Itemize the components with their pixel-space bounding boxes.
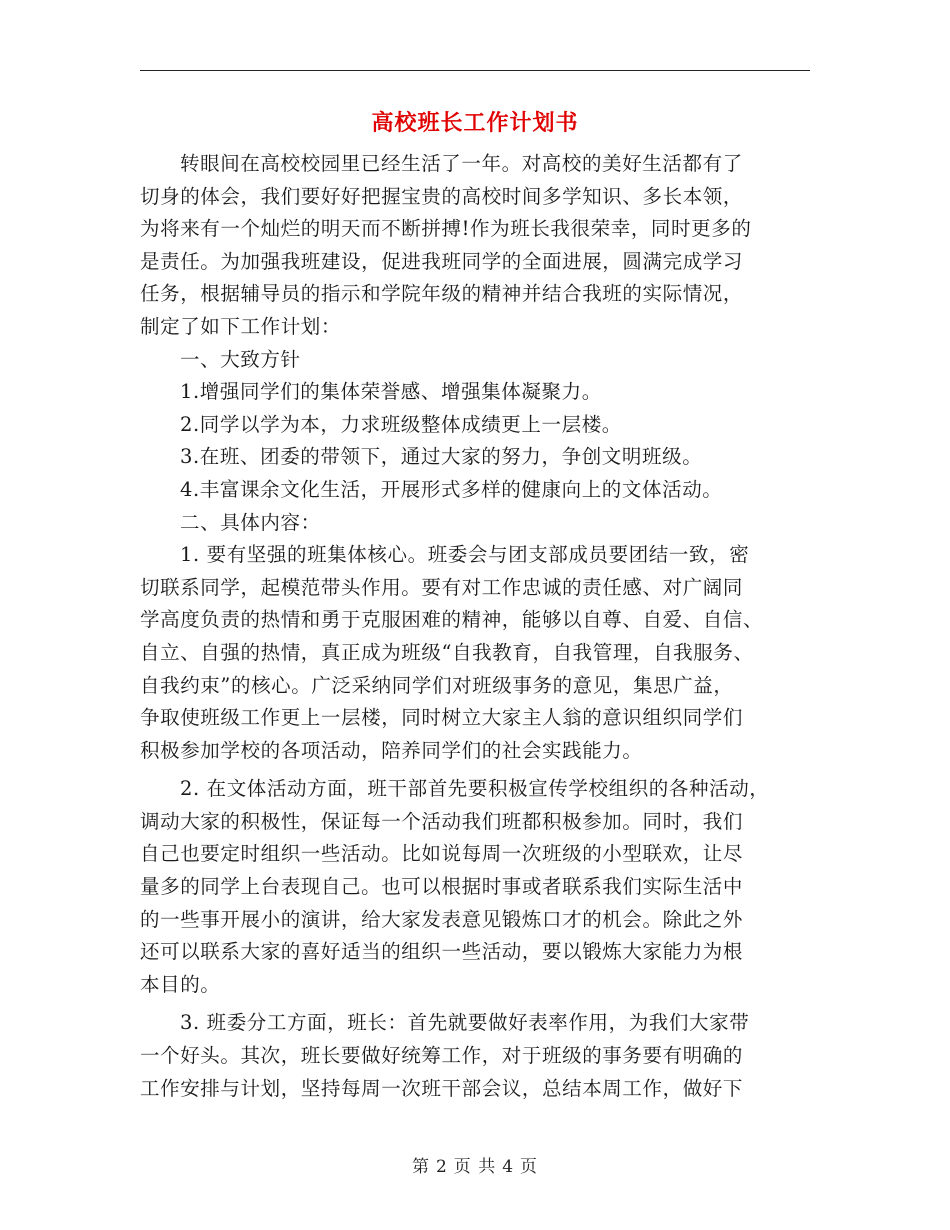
document-title: 高校班长工作计划书: [371, 110, 579, 136]
total-pages-number: 4: [502, 1157, 515, 1177]
text-line: 一个好头。其次，班长要做好统筹工作，对于班级的事务要有明确的: [140, 1044, 744, 1068]
footer-suffix: 页: [520, 1157, 539, 1177]
text-line: 为将来有一个灿烂的明天而不断拼搏!作为班长我很荣幸，同时更多的: [140, 217, 752, 241]
text-line: 转眼间在高校校园里已经生活了一年。对高校的美好生活都有了: [180, 152, 743, 175]
header-rule: [140, 70, 810, 71]
page-footer: [140, 1152, 810, 1177]
text-line: 争取使班级工作更上一层楼，同时树立大家主人翁的意识组织同学们: [140, 706, 744, 730]
content-paragraph-2: [140, 773, 812, 1001]
text-line: 自我约束”的核心。广泛采纳同学们对班级事务的意见，集思广益，: [140, 673, 734, 697]
list-item: 4.丰富课余文化生活，开展形式多样的健康向上的文体活动。: [180, 477, 723, 501]
section-heading-2: [140, 507, 812, 540]
list-item: 3.在班、团委的带领下，通过大家的努力，争创文明班级。: [180, 445, 703, 469]
text-line: 制定了如下工作计划：: [140, 314, 342, 338]
footer-middle: 页 共: [453, 1157, 497, 1177]
text-line: 还可以联系大家的喜好适当的组织一些活动，要以锻炼大家能力为根: [140, 940, 744, 964]
text-line: 积极参加学校的各项活动，陪养同学们的社会实践能力。: [140, 738, 643, 762]
section-heading: 一、大致方针: [180, 347, 301, 371]
text-line: 切联系同学，起模范带头作用。要有对工作忠诚的责任感、对广阔同: [140, 575, 744, 599]
intro-paragraph: [140, 148, 812, 344]
text-line: 调动大家的积极性，保证每一个活动我们班都积极参加。同时，我们: [140, 809, 744, 833]
text-line: 2. 在文体活动方面，班干部首先要积极宣传学校组织的各种活动，: [180, 777, 770, 801]
policy-list: [140, 376, 812, 506]
text-line: 1. 要有坚强的班集体核心。班委会与团支部成员要团结一致，密: [180, 543, 750, 567]
text-line: 的一些事开展小的演讲，给大家发表意见锻炼口才的机会。除此之外: [140, 907, 744, 931]
list-item: 1.增强同学们的集体荣誉感、增强集体凝聚力。: [180, 380, 602, 404]
text-line: 本目的。: [140, 972, 221, 996]
current-page-number: 2: [435, 1157, 448, 1177]
text-line: 任务，根据辅导员的指示和学院年级的精神并结合我班的实际情况，: [140, 282, 744, 306]
text-line: 3. 班委分工方面，班长：首先就要做好表率作用，为我们大家带: [180, 1011, 750, 1035]
section-heading-1: [140, 344, 812, 377]
document-body: [140, 148, 812, 1105]
text-line: 是责任。为加强我班建设，促进我班同学的全面进展，圆满完成学习: [140, 249, 744, 273]
content-paragraph-3: [140, 1007, 812, 1105]
text-line: 学高度负责的热情和勇于克服困难的精神，能够以自尊、自爱、自信、: [140, 608, 764, 632]
text-line: 工作安排与计划，坚持每周一次班干部会议，总结本周工作，做好下: [140, 1076, 744, 1100]
text-line: 自立、自强的热情，真正成为班级“自我教育，自我管理，自我服务、: [140, 640, 754, 664]
section-heading: 二、具体内容：: [180, 510, 321, 534]
list-item: 2.同学以学为本，力求班级整体成绩更上一层楼。: [180, 412, 622, 436]
text-line: 自己也要定时组织一些活动。比如说每周一次班级的小型联欢，让尽: [140, 842, 744, 866]
footer-prefix: 第: [411, 1157, 430, 1177]
text-line: 量多的同学上台表现自己。也可以根据时事或者联系我们实际生活中: [140, 875, 744, 899]
content-paragraph-1: [140, 539, 812, 767]
text-line: 切身的体会，我们要好好把握宝贵的高校时间多学知识、多长本领，: [140, 184, 744, 208]
